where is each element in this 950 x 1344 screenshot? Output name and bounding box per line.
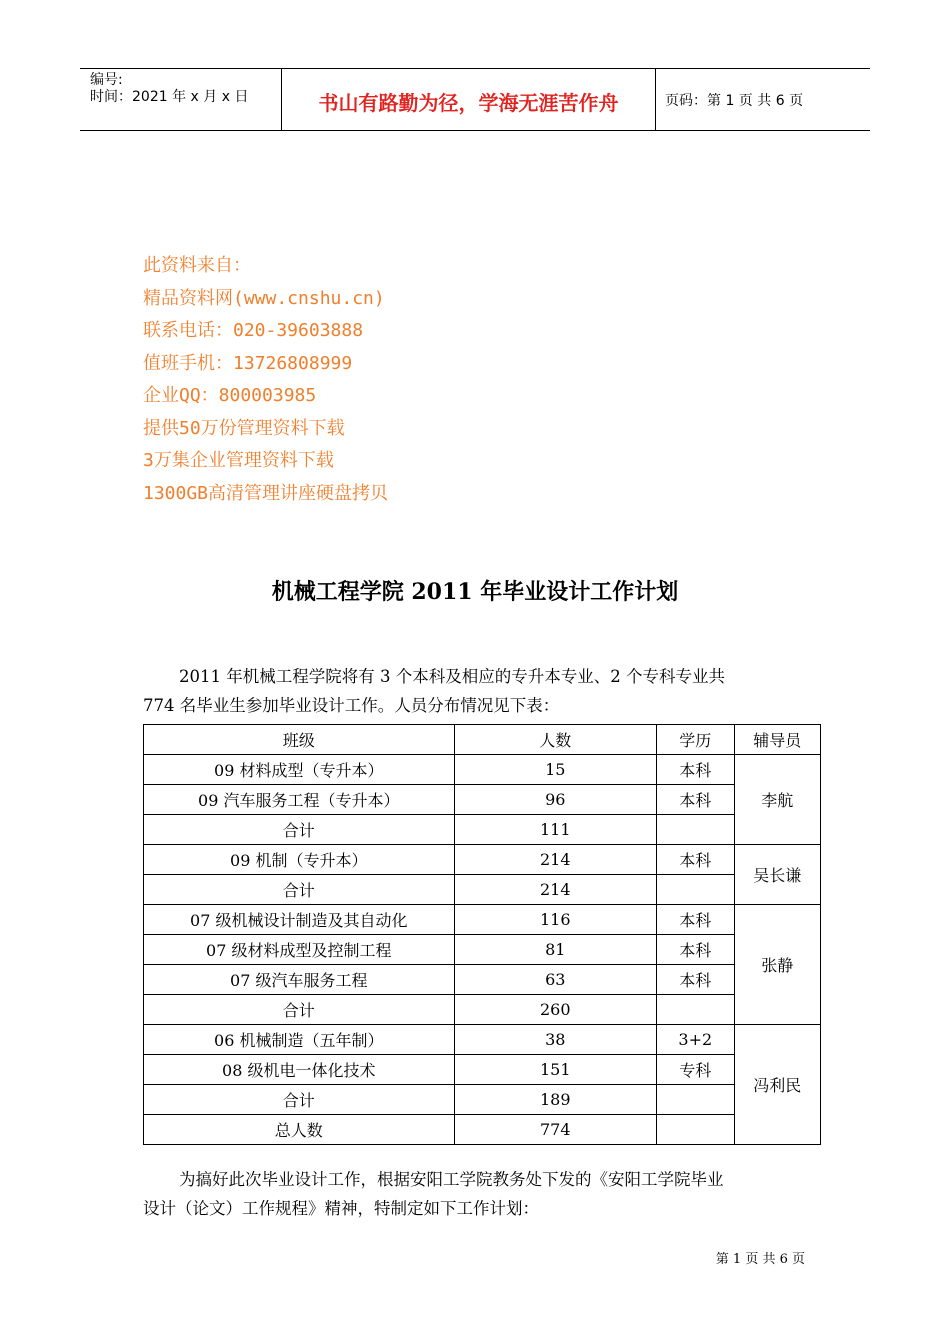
document-number-label: 编号: — [90, 72, 123, 88]
page-info: 页码：第 1 页 共 6 页 — [665, 93, 804, 109]
count-cell: 214 — [454, 875, 656, 905]
class-cell: 07 级汽车服务工程 — [144, 965, 455, 995]
degree-cell: 专科 — [656, 1055, 734, 1085]
ad-line: 1300GB高清管理讲座硬盘拷贝 — [143, 482, 389, 504]
page-footer: 第 1 页 共 6 页 — [715, 1252, 805, 1267]
class-cell: 06 机械制造（五年制） — [144, 1025, 455, 1055]
table-row — [144, 935, 821, 965]
student-distribution-table — [143, 724, 821, 1145]
document-title: 机械工程学院 2011 年毕业设计工作计划 — [271, 579, 679, 605]
degree-cell: 本科 — [656, 785, 734, 815]
ad-line: 联系电话：020-39603888 — [143, 320, 364, 341]
source-ad-block — [143, 250, 388, 510]
count-cell: 116 — [454, 905, 656, 935]
advisor-cell: 冯利民 — [734, 1025, 820, 1145]
paragraph-line: 为搞好此次毕业设计工作，根据安阳工学院教务处下发的《安阳工学院毕业 — [179, 1170, 724, 1189]
degree-cell: 本科 — [656, 755, 734, 785]
intro-paragraph — [143, 662, 823, 720]
count-cell: 111 — [454, 815, 656, 845]
advisor-cell: 张静 — [734, 905, 820, 1025]
table-header-row — [144, 725, 821, 755]
table-row — [144, 785, 821, 815]
paragraph-line: 774 名毕业生参加毕业设计工作。人员分布情况见下表： — [143, 696, 560, 715]
document-date: 时间：2021 年 x 月 x 日 — [90, 89, 249, 105]
paragraph-line: 设计（论文）工作规程》精神，特制定如下工作计划： — [143, 1199, 539, 1218]
class-cell: 09 汽车服务工程（专升本） — [144, 785, 455, 815]
count-cell: 214 — [454, 845, 656, 875]
table-row-subtotal — [144, 995, 821, 1025]
ad-line: 企业QQ：800003985 — [143, 385, 317, 406]
page-header — [80, 68, 870, 131]
degree-cell: 本科 — [656, 965, 734, 995]
class-cell: 合计 — [144, 1085, 455, 1115]
degree-cell: 本科 — [656, 845, 734, 875]
class-cell: 合计 — [144, 995, 455, 1025]
advisor-cell: 李航 — [734, 755, 820, 845]
table-row — [144, 965, 821, 995]
header-motto-cell — [281, 69, 656, 130]
paragraph-line: 2011 年机械工程学院将有 3 个本科及相应的专升本专业、2 个专科专业共 — [179, 667, 725, 686]
class-cell: 08 级机电一体化技术 — [144, 1055, 455, 1085]
count-cell: 189 — [454, 1085, 656, 1115]
table-row-subtotal — [144, 875, 821, 905]
class-cell: 09 材料成型（专升本） — [144, 755, 455, 785]
table-row-subtotal — [144, 815, 821, 845]
column-header-degree: 学历 — [656, 725, 734, 755]
degree-cell — [656, 875, 734, 905]
column-header-count: 人数 — [454, 725, 656, 755]
ad-line: 提供50万份管理资料下载 — [143, 417, 345, 439]
count-cell: 774 — [454, 1115, 656, 1145]
header-meta — [80, 69, 280, 130]
motto: 书山有路勤为径，学海无涯苦作舟 — [318, 91, 619, 115]
class-cell: 总人数 — [144, 1115, 455, 1145]
degree-cell — [656, 815, 734, 845]
ad-line: 值班手机：13726808999 — [143, 352, 353, 374]
column-header-class: 班级 — [144, 725, 455, 755]
count-cell: 151 — [454, 1055, 656, 1085]
header-page-cell — [655, 69, 870, 130]
degree-cell: 本科 — [656, 905, 734, 935]
plan-paragraph — [143, 1165, 823, 1223]
table-row — [144, 1055, 821, 1085]
count-cell: 260 — [454, 995, 656, 1025]
class-cell: 合计 — [144, 815, 455, 845]
table-row — [144, 905, 821, 935]
degree-cell — [656, 1085, 734, 1115]
class-cell: 09 机制（专升本） — [144, 845, 455, 875]
table-row — [144, 1025, 821, 1055]
table-row-total — [144, 1115, 821, 1145]
degree-cell — [656, 995, 734, 1025]
ad-line: 此资料来自： — [143, 255, 251, 276]
degree-cell: 本科 — [656, 935, 734, 965]
advisor-cell: 吴长谦 — [734, 845, 820, 905]
table-row — [144, 845, 821, 875]
count-cell: 63 — [454, 965, 656, 995]
ad-line: 精品资料网(www.cnshu.cn) — [143, 287, 385, 309]
table-row-subtotal — [144, 1085, 821, 1115]
table-row — [144, 755, 821, 785]
class-cell: 07 级材料成型及控制工程 — [144, 935, 455, 965]
count-cell: 38 — [454, 1025, 656, 1055]
class-cell: 07 级机械设计制造及其自动化 — [144, 905, 455, 935]
count-cell: 96 — [454, 785, 656, 815]
class-cell: 合计 — [144, 875, 455, 905]
count-cell: 81 — [454, 935, 656, 965]
column-header-advisor: 辅导员 — [734, 725, 820, 755]
count-cell: 15 — [454, 755, 656, 785]
degree-cell — [656, 1115, 734, 1145]
ad-line: 3万集企业管理资料下载 — [143, 450, 334, 471]
degree-cell: 3+2 — [656, 1025, 734, 1055]
